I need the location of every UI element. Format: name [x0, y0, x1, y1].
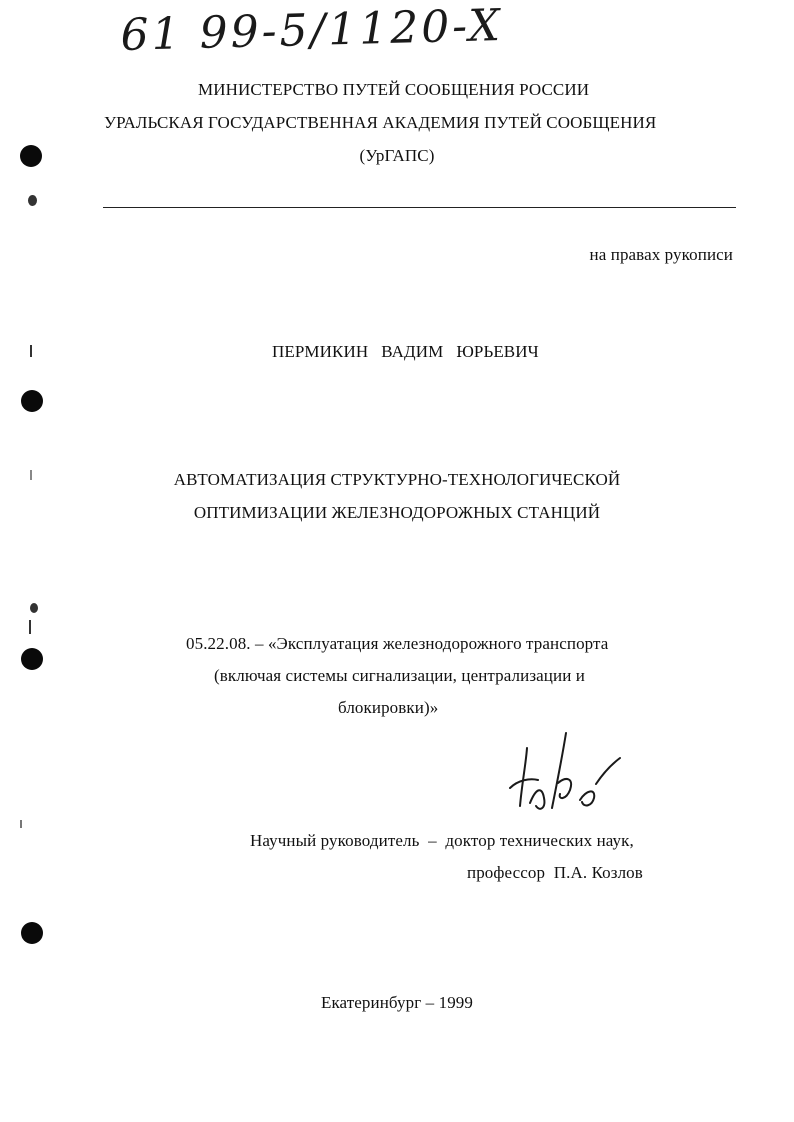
thesis-title-line-1: АВТОМАТИЗАЦИЯ СТРУКТУРНО-ТЕХНОЛОГИЧЕСКОЙ [173, 470, 621, 489]
scan-speck [29, 620, 31, 634]
thesis-title-line-2: ОПТИМИЗАЦИИ ЖЕЛЕЗНОДОРОЖНЫХ СТАНЦИЙ [193, 503, 601, 522]
signature-image [500, 728, 630, 818]
academy-abbreviation: (УрГАПС) [359, 146, 435, 165]
punch-hole-1 [20, 145, 42, 167]
punch-hole-2 [21, 390, 43, 412]
header-divider [103, 207, 736, 208]
specialty-line-3: блокировки)» [338, 698, 439, 717]
author-name: ПЕРМИКИН ВАДИМ ЮРЬЕВИЧ [272, 342, 539, 361]
supervisor-line-2: профессор П.А. Козлов [467, 863, 643, 882]
scan-speck [30, 345, 32, 357]
specialty-line-2: (включая системы сигнализации, централизации и [214, 666, 585, 685]
scan-speck [20, 820, 22, 828]
punch-hole-3 [21, 648, 43, 670]
supervisor-line-1: Научный руководитель – доктор технических наук, [250, 831, 634, 850]
scan-speck [28, 195, 37, 206]
punch-hole-4 [21, 922, 43, 944]
place-and-year: Екатеринбург – 1999 [320, 993, 474, 1012]
academy-heading: УРАЛЬСКАЯ ГОСУДАРСТВЕННАЯ АКАДЕМИЯ ПУТЕЙ СООБЩЕНИЯ [104, 113, 657, 132]
ministry-heading: МИНИСТЕРСТВО ПУТЕЙ СООБЩЕНИЯ РОССИИ [198, 80, 590, 99]
specialty-line-1: 05.22.08. – «Эксплуатация железнодорожного транспорта [186, 634, 609, 653]
manuscript-note: на правах рукописи [589, 245, 733, 264]
scan-speck [30, 603, 38, 613]
scan-speck [30, 470, 32, 480]
handwritten-archive-number: 61 99-5/1120-X [120, 0, 504, 61]
